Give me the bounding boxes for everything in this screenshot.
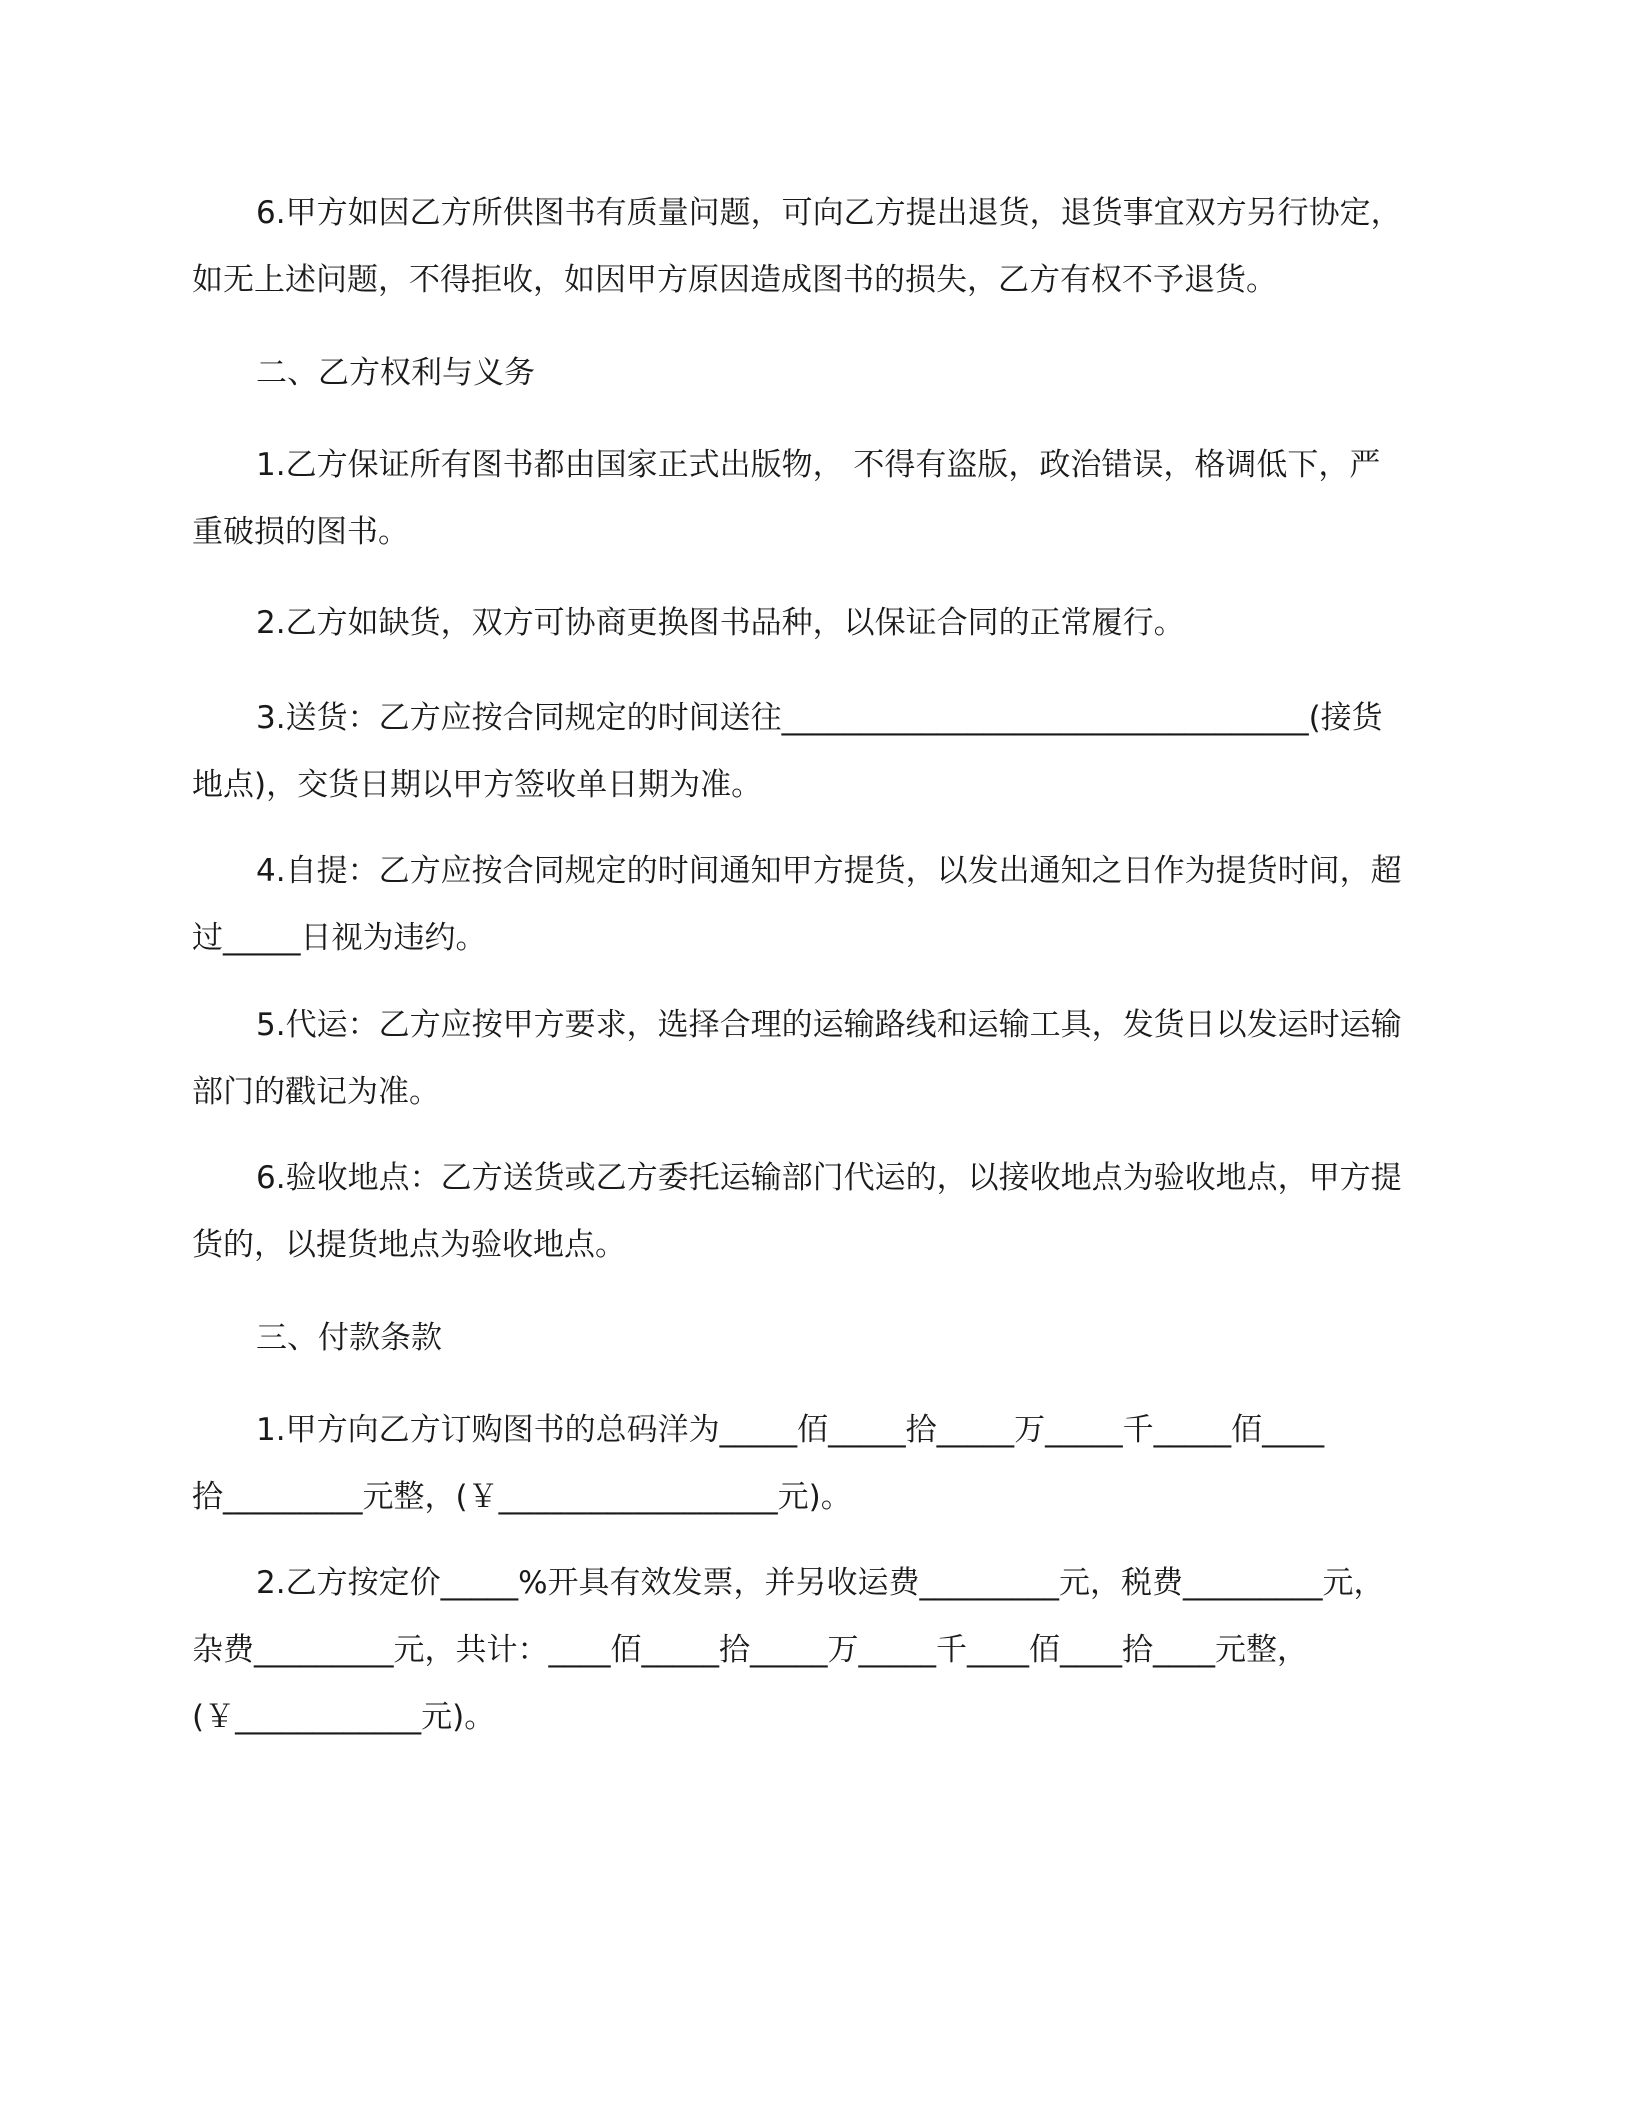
clause-b5-line1: 5.代运：乙方应按甲方要求，选择合理的运输路线和运输工具，发货日以发运时运输 (256, 1007, 1402, 1043)
clause-b1-line2: 重破损的图书。 (192, 514, 409, 550)
clause-b4-line2: 过_____日视为违约。 (192, 920, 487, 956)
clause-c2-line2: 杂费_________元，共计：____佰_____拾_____万_____千____佰____拾____元整， (192, 1632, 1308, 1668)
clause-b6-line1: 6.验收地点：乙方送货或乙方委托运输部门代运的，以接收地点为验收地点，甲方提 (256, 1160, 1402, 1196)
clause-b6-line2: 货的，以提货地点为验收地点。 (192, 1227, 626, 1263)
clause-c1 (192, 1397, 1442, 1531)
clause-b1-line1: 1.乙方保证所有图书都由国家正式出版物， 不得有盗版，政治错误，格调低下，严 (256, 447, 1381, 483)
clause-b5 (192, 992, 1442, 1126)
clause-b4 (192, 838, 1442, 972)
clause-a6 (192, 180, 1442, 314)
section3-heading: 三、付款条款 (256, 1320, 442, 1356)
clause-b6 (192, 1145, 1442, 1279)
clause-b3 (192, 685, 1442, 819)
clause-c2-line1: 2.乙方按定价_____%开具有效发票，并另收运费_________元，税费_________元， (256, 1565, 1385, 1601)
clause-b4-line1: 4.自提：乙方应按合同规定的时间通知甲方提货，以发出通知之日作为提货时间，超 (256, 853, 1402, 889)
clause-c1-line1: 1.甲方向乙方订购图书的总码洋为_____佰_____拾_____万_____千_____佰____ (256, 1412, 1325, 1448)
clause-c2-line3: (￥____________元)。 (192, 1699, 496, 1735)
clause-a6-line1: 6.甲方如因乙方所供图书有质量问题，可向乙方提出退货，退货事宜双方另行协定， (256, 195, 1402, 231)
clause-b3-line2: 地点)，交货日期以甲方签收单日期为准。 (192, 767, 763, 803)
section2-heading: 二、乙方权利与义务 (256, 355, 535, 391)
clause-c1-line2: 拾_________元整，(￥__________________元)。 (192, 1479, 852, 1515)
clause-b1 (192, 432, 1442, 566)
clause-b2-line1: 2.乙方如缺货，双方可协商更换图书品种，以保证合同的正常履行。 (256, 605, 1185, 641)
clause-a6-line2: 如无上述问题，不得拒收，如因甲方原因造成图书的损失，乙方有权不予退货。 (192, 262, 1277, 298)
clause-c2 (192, 1550, 1442, 1751)
clause-b5-line2: 部门的戳记为准。 (192, 1074, 440, 1110)
clause-b3-line1: 3.送货：乙方应按合同规定的时间送往__________________________________(接货 (256, 700, 1383, 736)
clause-b2 (192, 590, 1442, 657)
